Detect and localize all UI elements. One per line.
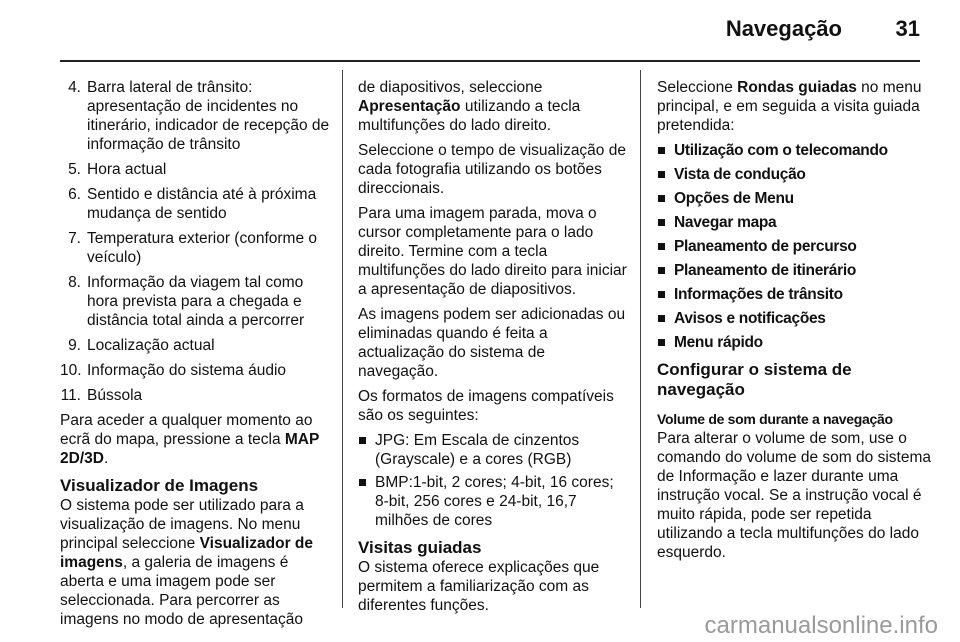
column-divider-2 — [640, 70, 641, 608]
list-item: Navegar mapa — [657, 213, 932, 232]
list-item: Menu rápido — [657, 333, 932, 352]
column-1 — [60, 78, 330, 635]
list-item: JPG: Em Escala de cinzentos (Grayscale) e a cores (RGB) — [358, 431, 628, 469]
list-item: Opções de Menu — [657, 189, 932, 208]
list-item: 9. Localização actual — [68, 337, 215, 354]
volume-paragraph: Para alterar o volume de som, use o comando do volume de som do sistema de Informação e lazer durante uma instrução vocal. Se a instrução vocal é muito rápida, pode ser repetida utilizando a tecla multifunções do lado esquerdo. — [657, 430, 931, 561]
list-item: Avisos e notificações — [657, 309, 932, 328]
slideshow-label: Apresentação — [358, 98, 461, 115]
map-key-label: MAP 2D/3D — [60, 431, 320, 467]
tours-label: Rondas guiadas — [737, 79, 857, 96]
bullet-square-icon — [658, 243, 665, 250]
section-heading-guided-tours: Visitas guiadas — [358, 538, 482, 557]
list-item: Utilização com o telecomando — [657, 141, 932, 160]
bullet-square-icon — [658, 195, 665, 202]
list-item: BMP:1-bit, 2 cores; 4-bit, 16 cores; 8-bit, 256 cores e 24-bit, 16,7 milhões de cores — [358, 473, 628, 530]
add-remove-paragraph: As imagens podem ser adicionadas ou eliminadas quando é feita a actualização do sistema de navegação. — [358, 306, 626, 380]
guided-tours-paragraph: O sistema oferece explicações que permitem a familiarização com as diferentes funções. — [358, 559, 600, 614]
slideshow-paragraph: de diapositivos, seleccione Apresentação utilizando a tecla multifunções do lado direito. — [358, 79, 581, 134]
list-item: 6. Sentido e distância até à próxima mudança de sentido — [68, 186, 317, 222]
tours-intro-paragraph: Seleccione Rondas guiadas no menu principal, e em seguida a visita guiada pretendida: — [657, 79, 922, 134]
list-item: Vista de condução — [657, 165, 932, 184]
still-image-paragraph: Para uma imagem parada, mova o cursor completamente para o lado direito. Termine com a tecla multifunções do lado direito para iniciar a apresentação de diapositivos. — [358, 205, 627, 298]
column-divider-1 — [342, 70, 343, 608]
list-item: Planeamento de percurso — [657, 237, 932, 256]
column-2 — [358, 78, 628, 621]
tours-menu-list — [657, 141, 932, 352]
bullet-square-icon — [658, 171, 665, 178]
bullet-square-icon — [359, 437, 366, 444]
numbered-list — [60, 78, 330, 405]
bullet-square-icon — [658, 147, 665, 154]
bullet-square-icon — [658, 339, 665, 346]
bullet-square-icon — [359, 479, 366, 486]
list-item: Planeamento de itinerário — [657, 261, 932, 280]
column-3 — [657, 78, 932, 568]
section-heading-image-viewer: Visualizador de Imagens — [60, 476, 259, 495]
image-viewer-paragraph: O sistema pode ser utilizado para a visualização de imagens. No menu principal seleccione Visualizador de imagens, a galeria de imagens é aberta e uma imagem pode ser seleccionada. Para percorrer as imagens no modo de apresentação — [60, 497, 313, 628]
subheading-volume: Volume de som durante a navegação — [657, 411, 893, 427]
bullet-square-icon — [658, 219, 665, 226]
map-key-paragraph: Para aceder a qualquer momento ao ecrã do mapa, pressione a tecla MAP 2D/3D. — [60, 412, 320, 467]
page-number: 31 — [895, 16, 920, 41]
list-item: Informações de trânsito — [657, 285, 932, 304]
display-time-paragraph: Seleccione o tempo de visualização de cada fotografia utilizando os botões direccionais. — [358, 142, 626, 197]
list-item: 8. Informação da viagem tal como hora prevista para a chegada e distância total ainda a percorrer — [68, 274, 305, 329]
list-item: 4. Barra lateral de trânsito: apresentação de incidentes no itinerário, indicador de recepção de informação de trânsito — [68, 79, 330, 153]
watermark: carmanualsonline.info — [704, 612, 938, 639]
bullet-square-icon — [658, 315, 665, 322]
page-title: Navegação — [725, 16, 842, 41]
formats-intro: Os formatos de imagens compatíveis são os seguintes: — [358, 388, 614, 424]
list-item: 5. Hora actual — [68, 161, 167, 178]
section-heading-configure-navigation: Configurar o sistema de navegação — [657, 360, 852, 399]
bullet-square-icon — [658, 267, 665, 274]
header-rule — [60, 60, 920, 62]
formats-list — [358, 431, 628, 530]
bullet-square-icon — [658, 291, 665, 298]
list-item: 10. Informação do sistema áudio — [60, 362, 287, 379]
list-item: 7. Temperatura exterior (conforme o veículo) — [68, 230, 318, 266]
list-item: 11. Bússola — [60, 387, 143, 404]
page-header — [0, 0, 960, 62]
image-viewer-label: Visualizador de imagens — [60, 535, 313, 571]
